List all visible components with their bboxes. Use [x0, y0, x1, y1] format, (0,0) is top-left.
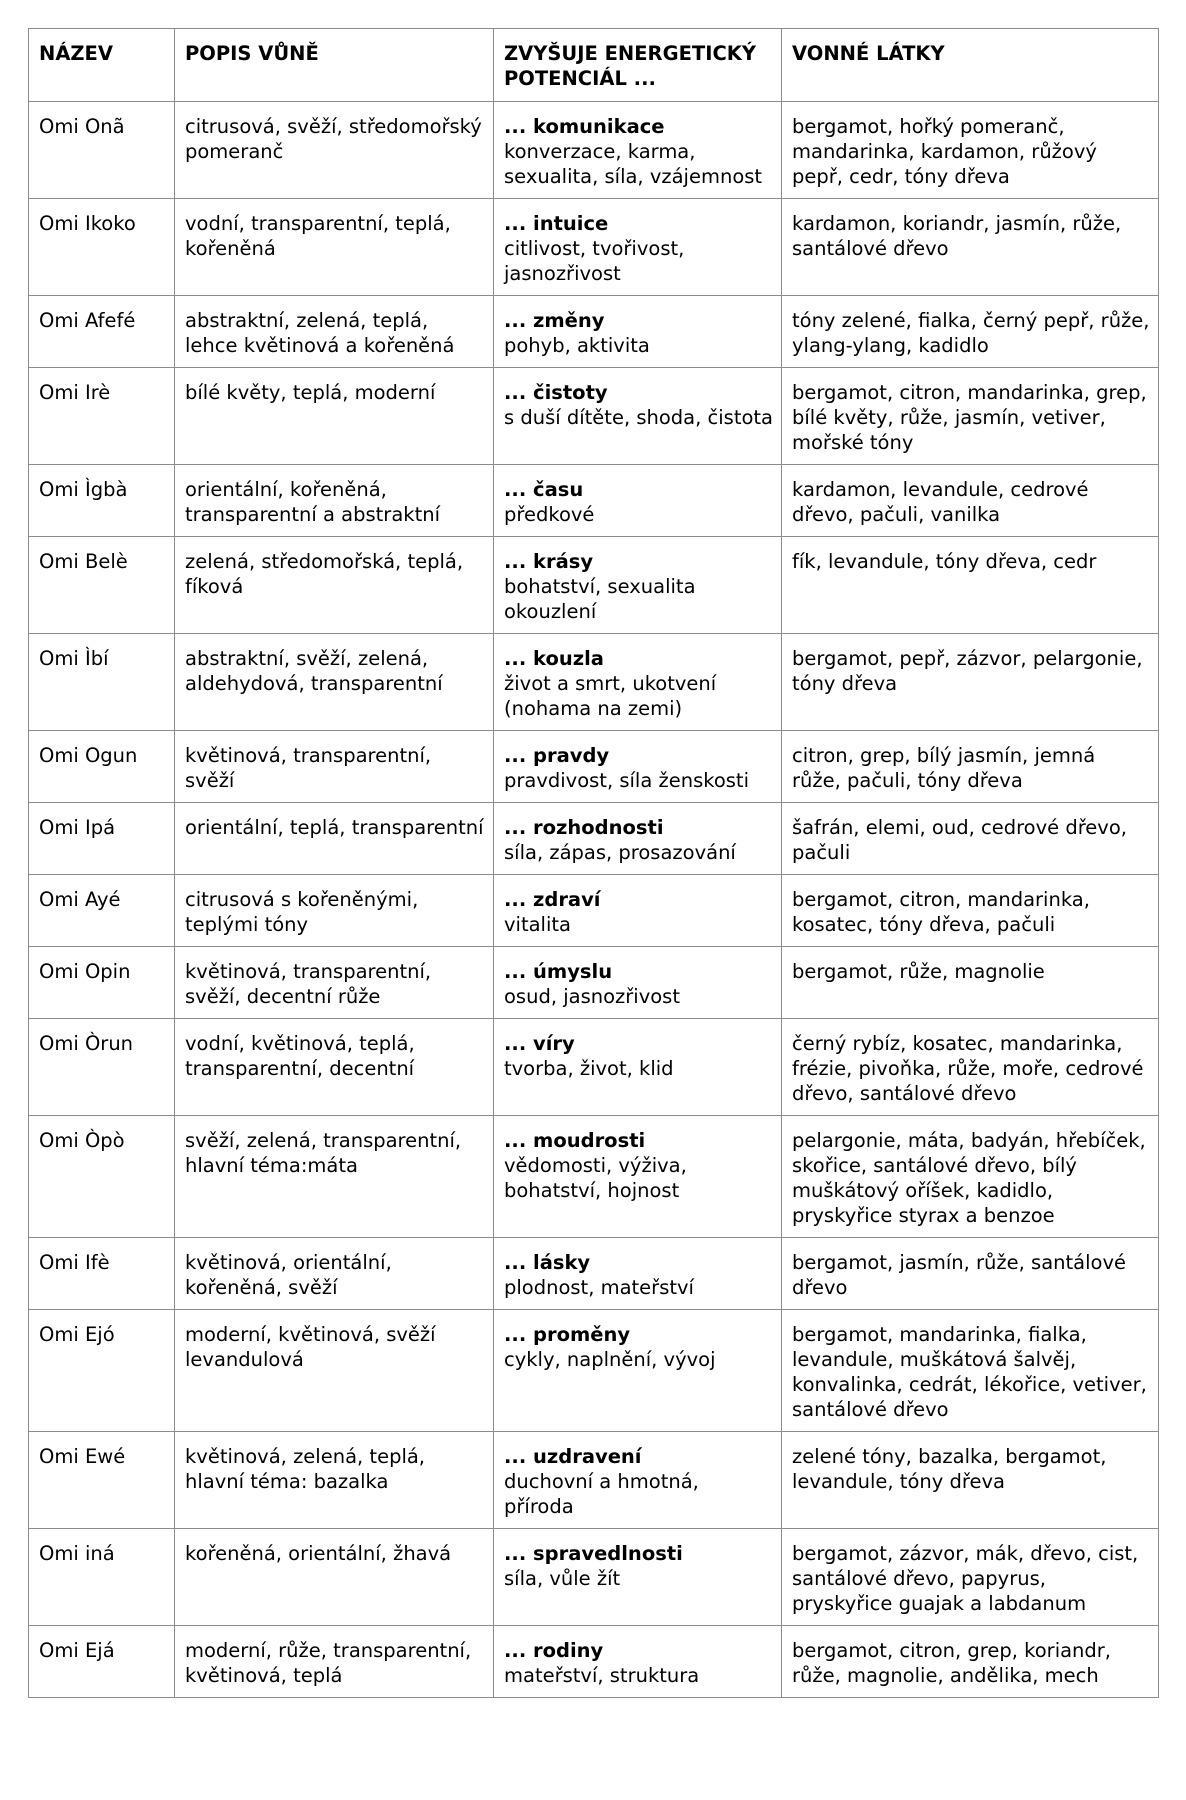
cell-boosts	[494, 1432, 782, 1529]
cell-description: abstraktní, zelená, teplá, lehce květinová a kořeněná	[175, 296, 494, 368]
boost-title: ... kouzla	[504, 647, 604, 670]
cell-ingredients: šafrán, elemi, oud, cedrové dřevo, pačuli	[782, 803, 1159, 875]
table-row	[29, 1432, 1159, 1529]
cell-boosts	[494, 199, 782, 296]
table-row	[29, 102, 1159, 199]
boost-detail: duchovní a hmotná, příroda	[504, 1470, 699, 1518]
header-name: NÁZEV	[29, 29, 175, 102]
table-header-row	[29, 29, 1159, 102]
boost-title: ... intuice	[504, 212, 609, 235]
cell-name: Omi Òrun	[29, 1019, 175, 1116]
boost-title: ... komunikace	[504, 115, 665, 138]
cell-name: Omi Òpò	[29, 1116, 175, 1238]
cell-name: Omi Ayé	[29, 875, 175, 947]
cell-description: citrusová s kořeněnými, teplými tóny	[175, 875, 494, 947]
cell-ingredients: bergamot, hořký pomeranč, mandarinka, kardamon, růžový pepř, cedr, tóny dřeva	[782, 102, 1159, 199]
table-row	[29, 296, 1159, 368]
table-row	[29, 947, 1159, 1019]
boost-detail: vědomosti, výživa, bohatství, hojnost	[504, 1154, 687, 1202]
cell-description: vodní, květinová, teplá, transparentní, decentní	[175, 1019, 494, 1116]
cell-description: moderní, květinová, svěží levandulová	[175, 1310, 494, 1432]
cell-boosts	[494, 537, 782, 634]
boost-detail: mateřství, struktura	[504, 1664, 700, 1687]
cell-ingredients: bergamot, mandarinka, fialka, levandule, muškátová šalvěj, konvalinka, cedrát, lékořice, vetiver, santálové dřevo	[782, 1310, 1159, 1432]
cell-boosts	[494, 296, 782, 368]
cell-description: květinová, transparentní, svěží, decentní růže	[175, 947, 494, 1019]
cell-boosts	[494, 102, 782, 199]
boost-detail: pravdivost, síla ženskosti	[504, 769, 749, 792]
cell-ingredients: pelargonie, máta, badyán, hřebíček, skořice, santálové dřevo, bílý muškátový oříšek, kadidlo, pryskyřice styrax a benzoe	[782, 1116, 1159, 1238]
boost-detail: konverzace, karma, sexualita, síla, vzájemnost	[504, 140, 763, 188]
cell-name: Omi Irè	[29, 368, 175, 465]
cell-description: zelená, středomořská, teplá, fíková	[175, 537, 494, 634]
cell-name: Omi Ewé	[29, 1432, 175, 1529]
cell-description: orientální, teplá, transparentní	[175, 803, 494, 875]
cell-ingredients: zelené tóny, bazalka, bergamot, levandule, tóny dřeva	[782, 1432, 1159, 1529]
cell-ingredients: fík, levandule, tóny dřeva, cedr	[782, 537, 1159, 634]
cell-description: abstraktní, svěží, zelená, aldehydová, transparentní	[175, 634, 494, 731]
boost-title: ... proměny	[504, 1323, 631, 1346]
boost-detail: předkové	[504, 503, 595, 526]
boost-title: ... víry	[504, 1032, 575, 1055]
boost-title: ... spravedlnosti	[504, 1542, 683, 1565]
cell-boosts	[494, 1116, 782, 1238]
cell-name: Omi Ipá	[29, 803, 175, 875]
cell-ingredients: bergamot, citron, grep, koriandr, růže, magnolie, andělika, mech	[782, 1626, 1159, 1698]
boost-detail: síla, vůle žít	[504, 1567, 621, 1590]
cell-name: Omi Onã	[29, 102, 175, 199]
cell-boosts	[494, 1310, 782, 1432]
cell-boosts	[494, 803, 782, 875]
cell-boosts	[494, 634, 782, 731]
cell-description: citrusová, svěží, středomořský pomeranč	[175, 102, 494, 199]
table-body	[29, 102, 1159, 1698]
cell-boosts	[494, 947, 782, 1019]
cell-boosts	[494, 1019, 782, 1116]
boost-title: ... rozhodnosti	[504, 816, 664, 839]
boost-detail: osud, jasnozřivost	[504, 985, 680, 1008]
boost-detail: plodnost, mateřství	[504, 1276, 694, 1299]
cell-boosts	[494, 368, 782, 465]
boost-title: ... krásy	[504, 550, 594, 573]
header-description: POPIS VŮNĚ	[175, 29, 494, 102]
boost-title: ... změny	[504, 309, 605, 332]
cell-name: Omi Ejá	[29, 1626, 175, 1698]
boost-title: ... moudrosti	[504, 1129, 646, 1152]
cell-name: Omi Ikoko	[29, 199, 175, 296]
cell-ingredients: bergamot, jasmín, růže, santálové dřevo	[782, 1238, 1159, 1310]
boost-detail: s duší dítěte, shoda, čistota	[504, 406, 773, 429]
fragrance-table-container	[28, 28, 1158, 1698]
cell-name: Omi Opin	[29, 947, 175, 1019]
cell-ingredients: kardamon, levandule, cedrové dřevo, pačuli, vanilka	[782, 465, 1159, 537]
table-row	[29, 634, 1159, 731]
boost-title: ... zdraví	[504, 888, 601, 911]
boost-detail: tvorba, život, klid	[504, 1057, 674, 1080]
table-row	[29, 1019, 1159, 1116]
boost-detail: pohyb, aktivita	[504, 334, 650, 357]
cell-description: květinová, zelená, teplá, hlavní téma: bazalka	[175, 1432, 494, 1529]
cell-name: Omi Ogun	[29, 731, 175, 803]
cell-name: Omi Ìgbà	[29, 465, 175, 537]
cell-boosts	[494, 875, 782, 947]
cell-name: Omi Afefé	[29, 296, 175, 368]
boost-title: ... čistoty	[504, 381, 608, 404]
boost-detail: síla, zápas, prosazování	[504, 841, 736, 864]
table-row	[29, 1310, 1159, 1432]
cell-boosts	[494, 1626, 782, 1698]
cell-ingredients: citron, grep, bílý jasmín, jemná růže, pačuli, tóny dřeva	[782, 731, 1159, 803]
table-row	[29, 1529, 1159, 1626]
cell-name: Omi Ejó	[29, 1310, 175, 1432]
cell-ingredients: bergamot, citron, mandarinka, kosatec, tóny dřeva, pačuli	[782, 875, 1159, 947]
table-row	[29, 1116, 1159, 1238]
boost-title: ... úmyslu	[504, 960, 613, 983]
cell-ingredients: kardamon, koriandr, jasmín, růže, santálové dřevo	[782, 199, 1159, 296]
cell-boosts	[494, 1529, 782, 1626]
boost-detail: cykly, naplnění, vývoj	[504, 1348, 716, 1371]
cell-ingredients: bergamot, citron, mandarinka, grep, bílé květy, růže, jasmín, vetiver, mořské tóny	[782, 368, 1159, 465]
boost-detail: citlivost, tvořivost, jasnozřivost	[504, 237, 685, 285]
boost-title: ... času	[504, 478, 584, 501]
table-row	[29, 199, 1159, 296]
cell-boosts	[494, 1238, 782, 1310]
cell-description: kořeněná, orientální, žhavá	[175, 1529, 494, 1626]
cell-boosts	[494, 731, 782, 803]
header-boosts: ZVYŠUJE ENERGETICKÝ POTENCIÁL ...	[494, 29, 782, 102]
cell-boosts	[494, 465, 782, 537]
table-row	[29, 731, 1159, 803]
cell-ingredients: bergamot, růže, magnolie	[782, 947, 1159, 1019]
table-row	[29, 1626, 1159, 1698]
boost-detail: život a smrt, ukotvení (nohama na zemi)	[504, 672, 717, 720]
boost-detail: bohatství, sexualita okouzlení	[504, 575, 696, 623]
cell-description: květinová, orientální, kořeněná, svěží	[175, 1238, 494, 1310]
table-row	[29, 803, 1159, 875]
cell-ingredients: bergamot, pepř, zázvor, pelargonie, tóny dřeva	[782, 634, 1159, 731]
boost-title: ... lásky	[504, 1251, 591, 1274]
fragrance-table	[28, 28, 1159, 1698]
cell-name: Omi Ifè	[29, 1238, 175, 1310]
cell-ingredients: černý rybíz, kosatec, mandarinka, frézie, pivoňka, růže, moře, cedrové dřevo, santálové dřevo	[782, 1019, 1159, 1116]
cell-name: Omi Belè	[29, 537, 175, 634]
boost-detail: vitalita	[504, 913, 571, 936]
boost-title: ... pravdy	[504, 744, 610, 767]
cell-description: bílé květy, teplá, moderní	[175, 368, 494, 465]
table-row	[29, 875, 1159, 947]
cell-ingredients: bergamot, zázvor, mák, dřevo, cist, santálové dřevo, papyrus, pryskyřice guajak a labdanum	[782, 1529, 1159, 1626]
cell-description: moderní, růže, transparentní, květinová, teplá	[175, 1626, 494, 1698]
cell-name: Omi iná	[29, 1529, 175, 1626]
table-row	[29, 368, 1159, 465]
cell-description: květinová, transparentní, svěží	[175, 731, 494, 803]
boost-title: ... rodiny	[504, 1639, 604, 1662]
table-row	[29, 1238, 1159, 1310]
cell-ingredients: tóny zelené, fialka, černý pepř, růže, ylang-ylang, kadidlo	[782, 296, 1159, 368]
boost-title: ... uzdravení	[504, 1445, 642, 1468]
header-ingredients: VONNÉ LÁTKY	[782, 29, 1159, 102]
cell-description: orientální, kořeněná, transparentní a abstraktní	[175, 465, 494, 537]
cell-description: vodní, transparentní, teplá, kořeněná	[175, 199, 494, 296]
table-row	[29, 537, 1159, 634]
cell-description: svěží, zelená, transparentní, hlavní téma:máta	[175, 1116, 494, 1238]
table-row	[29, 465, 1159, 537]
cell-name: Omi Ìbí	[29, 634, 175, 731]
